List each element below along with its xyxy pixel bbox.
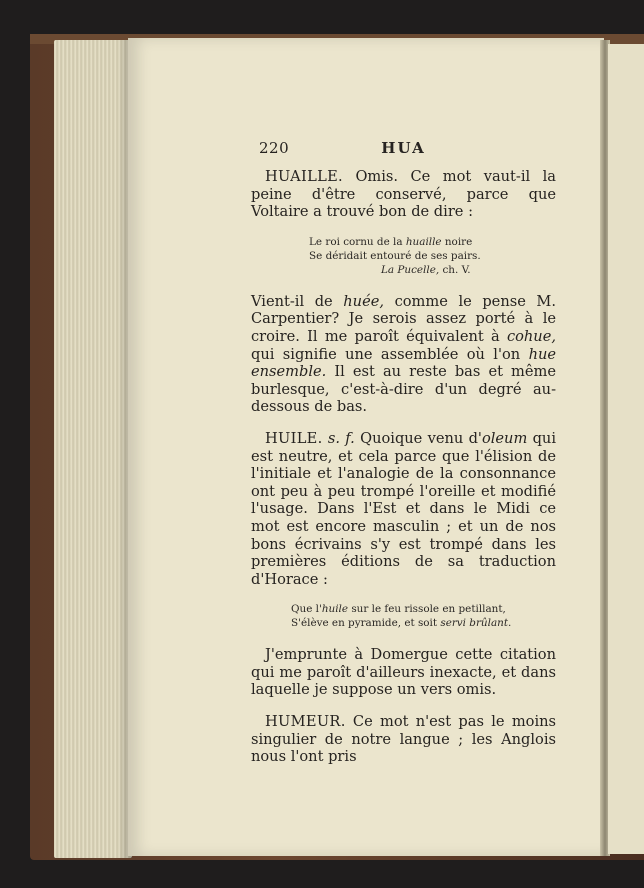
text-run: qui signifie une assemblée où l'on <box>251 345 529 363</box>
italic-run: huée, <box>343 292 384 310</box>
headword-huile: HUILE. <box>265 429 323 447</box>
quote-text: Que l' <box>291 603 322 616</box>
entry-humeur-text: Ce mot n'est pas le moins singulier de notre langue ; les Anglois nous l'ont pris <box>251 713 556 766</box>
attribution-chapter: ch. V. <box>439 263 471 276</box>
page-header <box>251 140 556 162</box>
quote-attribution <box>309 263 556 277</box>
entry-huaille-text: Omis. Ce mot vaut-il la peine d'être conservé, parce que Voltaire a trouvé bon de dire : <box>251 168 557 221</box>
quote-line-1 <box>291 602 556 616</box>
quote-text: noire <box>441 235 473 248</box>
quote-text: Le roi cornu de la <box>309 235 406 248</box>
text-run: Vient-il de <box>251 292 344 310</box>
text-run: Il est au reste bas et même burlesque, c'est-à-dire d'un degré au-dessous de bas. <box>251 363 556 416</box>
italic-run: cohue, <box>506 327 556 345</box>
text-run: comme le pense M. Carpentier? Je serois assez porté à le croire. Il me paroît équivalent à <box>251 292 557 345</box>
quote-horace <box>291 602 556 630</box>
headword-huaille: HUAILLE. <box>265 168 343 185</box>
paragraph-etymology <box>251 293 556 416</box>
entry-huile <box>251 430 556 588</box>
attribution-title: La Pucelle, <box>381 263 440 276</box>
quote-italic: servi brûlant. <box>440 617 512 630</box>
quote-text: S'élève en pyramide, et soit <box>291 617 441 630</box>
quote-line-2 <box>291 616 556 630</box>
page-number: 220 <box>259 139 290 157</box>
headword-humeur: HUMEUR. <box>265 713 346 731</box>
entry-humeur <box>251 713 556 766</box>
text-run: qui est neutre, et cela parce que l'élision de l'initiale et l'analogie de la consonnance ont peu à peu trompé l'oreille et modifié l'usage. Dans l'Est et dans le Midi ce mot est encore masculin ; et un de nos bons écrivains s'y est trompé dans les premières éditions de sa traduction d'Horace : <box>251 429 556 588</box>
page-text <box>251 140 556 766</box>
italic-run: hue ensemble. <box>251 345 556 381</box>
italic-run: oleum <box>481 429 528 447</box>
quote-voltaire <box>309 235 556 277</box>
quote-italic: huile <box>321 603 349 616</box>
quote-line-2: Se déridait entouré de ses pairs. <box>309 249 481 262</box>
italic-run: s. f. <box>327 429 355 447</box>
text-run: Quoique venu d' <box>354 429 482 447</box>
facing-page <box>608 44 644 854</box>
paragraph-domergue: J'emprunte à Domergue cette citation qui me paroît d'ailleurs inexacte, et dans laquelle je suppose un vers omis. <box>251 646 556 699</box>
quote-text: sur le feu rissole en petillant, <box>348 603 506 616</box>
entry-huaille <box>251 168 556 221</box>
running-head: HUA <box>381 139 426 157</box>
quote-italic: huaille <box>405 235 442 248</box>
quote-line-1 <box>309 235 556 249</box>
